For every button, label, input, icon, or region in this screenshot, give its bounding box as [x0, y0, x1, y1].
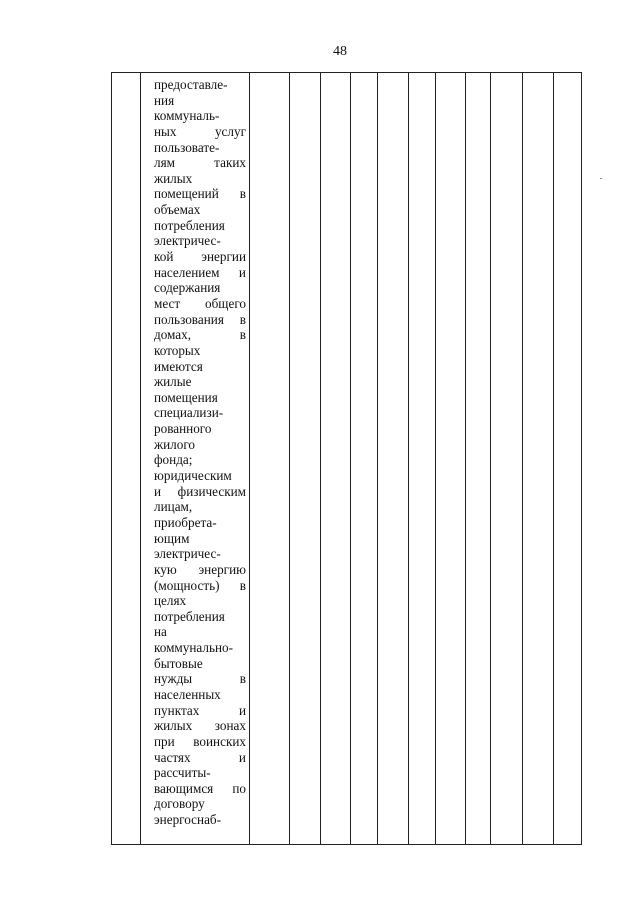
- text-line: энергоснаб-: [154, 812, 222, 828]
- scan-speck: [600, 178, 602, 179]
- text-line: рассчиты-: [154, 765, 211, 781]
- text-line: имеются: [154, 358, 203, 374]
- text-line: ющим: [154, 530, 190, 546]
- text-line: кую энергию: [154, 561, 246, 577]
- column-divider: [289, 73, 290, 844]
- text-line: помещения: [154, 389, 218, 405]
- text-line: бытовые: [154, 655, 203, 671]
- text-line: юридическим: [154, 468, 232, 484]
- text-line: потребления: [154, 608, 225, 624]
- text-line: электричес-: [154, 233, 221, 249]
- column-divider: [408, 73, 409, 844]
- text-line: объемах: [154, 202, 201, 218]
- text-line: жилого: [154, 436, 196, 452]
- text-line: пунктах и: [154, 702, 246, 718]
- text-line: ния: [154, 92, 175, 108]
- text-line: фонда;: [154, 452, 193, 468]
- text-line: пользовате-: [154, 139, 220, 155]
- text-line: электричес-: [154, 546, 221, 562]
- text-line: целях: [154, 593, 187, 609]
- text-line: кой энергии: [154, 249, 246, 265]
- text-line: лицам,: [154, 499, 193, 515]
- text-line: потребления: [154, 217, 225, 233]
- row-description-cell: [154, 77, 246, 828]
- column-divider: [465, 73, 466, 844]
- text-line: вающимся по: [154, 780, 246, 796]
- text-line: ных услуг: [154, 123, 246, 139]
- text-line: договору: [154, 796, 205, 812]
- text-line: коммунально-: [154, 640, 234, 656]
- text-line: коммуналь-: [154, 108, 220, 124]
- page-number: 48: [333, 44, 347, 59]
- text-line: жилых зонах: [154, 718, 246, 734]
- column-divider: [140, 73, 141, 844]
- text-line: при воинских: [154, 733, 246, 749]
- text-line: частях и: [154, 749, 246, 765]
- text-line: приобрета-: [154, 514, 217, 530]
- text-line: которых: [154, 342, 201, 358]
- text-line: мест общего: [154, 295, 246, 311]
- text-line: пользования в: [154, 311, 246, 327]
- text-line: помещений в: [154, 186, 246, 202]
- text-line: жилых: [154, 170, 193, 186]
- column-divider: [553, 73, 554, 844]
- column-divider: [377, 73, 378, 844]
- text-line: жилые: [154, 374, 192, 390]
- text-line: населением и: [154, 264, 246, 280]
- column-divider: [350, 73, 351, 844]
- text-line: лям таких: [154, 155, 246, 171]
- column-divider: [249, 73, 250, 844]
- document-table: [111, 72, 582, 845]
- text-line: домах, в: [154, 327, 246, 343]
- text-line: предоставле-: [154, 77, 228, 92]
- text-line: рованного: [154, 421, 212, 437]
- text-line: нужды в: [154, 671, 246, 687]
- column-divider: [490, 73, 491, 844]
- text-line: на: [154, 624, 167, 640]
- text-line: (мощность) в: [154, 577, 246, 593]
- column-divider: [320, 73, 321, 844]
- text-line: специализи-: [154, 405, 224, 421]
- column-divider: [435, 73, 436, 844]
- text-line: содержания: [154, 280, 221, 296]
- text-line: и физическим: [154, 483, 246, 499]
- column-divider: [522, 73, 523, 844]
- text-line: населенных: [154, 686, 221, 702]
